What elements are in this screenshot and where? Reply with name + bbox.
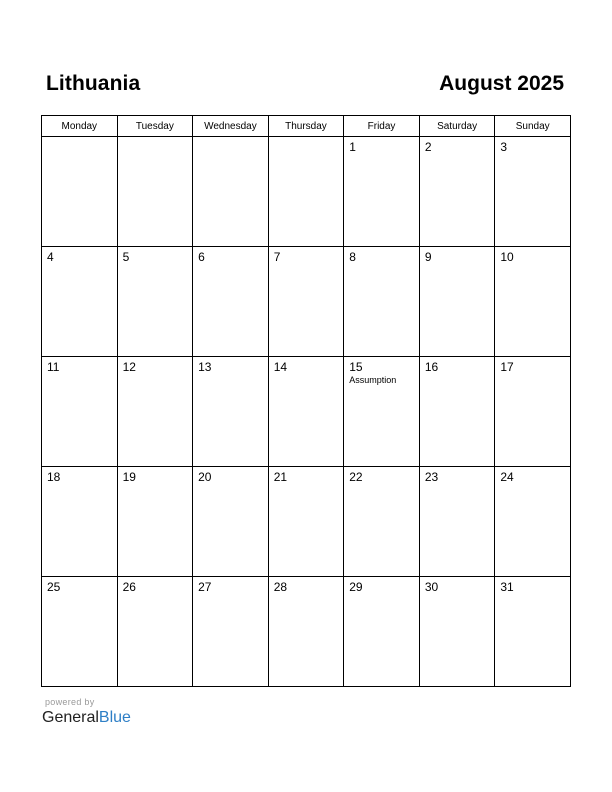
footer-branding bbox=[42, 697, 131, 728]
day-cell bbox=[344, 247, 420, 357]
day-number: 28 bbox=[273, 580, 288, 594]
day-number bbox=[269, 137, 344, 140]
day-number: 26 bbox=[122, 580, 136, 594]
day-number: 12 bbox=[122, 360, 136, 374]
day-number: 4 bbox=[47, 250, 54, 264]
week-row bbox=[42, 357, 571, 467]
day-number: 31 bbox=[500, 580, 514, 594]
day-cell bbox=[419, 357, 495, 467]
day-number: 19 bbox=[122, 470, 136, 484]
day-cell bbox=[193, 467, 269, 577]
day-cell bbox=[419, 247, 495, 357]
day-number bbox=[42, 137, 117, 140]
day-cell bbox=[117, 137, 193, 247]
weekday-header: Saturday bbox=[419, 116, 495, 137]
brand-logo[interactable] bbox=[42, 708, 131, 728]
day-number: 5 bbox=[122, 250, 130, 264]
day-number: 30 bbox=[424, 580, 439, 594]
day-cell bbox=[42, 247, 118, 357]
day-cell bbox=[268, 467, 344, 577]
day-cell bbox=[495, 137, 571, 247]
day-number: 24 bbox=[500, 470, 514, 484]
day-number bbox=[118, 137, 193, 140]
country-title: Lithuania bbox=[46, 72, 141, 95]
day-number: 11 bbox=[47, 360, 60, 374]
day-cell bbox=[495, 247, 571, 357]
day-cell bbox=[42, 137, 118, 247]
day-number: 6 bbox=[198, 250, 205, 264]
weekday-header: Thursday bbox=[268, 116, 344, 137]
day-number: 7 bbox=[273, 250, 281, 264]
powered-by-text: powered by bbox=[45, 697, 95, 707]
weekday-header: Sunday bbox=[495, 116, 571, 137]
day-number bbox=[193, 137, 268, 140]
day-cell bbox=[117, 577, 193, 687]
day-cell bbox=[42, 577, 118, 687]
day-number: 8 bbox=[349, 250, 356, 264]
day-number: 25 bbox=[47, 580, 61, 594]
day-cell bbox=[42, 357, 118, 467]
day-number: 17 bbox=[500, 360, 514, 374]
day-cell bbox=[495, 577, 571, 687]
weekday-header: Monday bbox=[42, 116, 118, 137]
day-cell bbox=[268, 137, 344, 247]
day-number: 13 bbox=[198, 360, 212, 374]
day-number: 3 bbox=[500, 140, 508, 154]
day-cell bbox=[117, 467, 193, 577]
weekday-header: Wednesday bbox=[193, 116, 269, 137]
day-cell bbox=[193, 247, 269, 357]
day-cell bbox=[419, 467, 495, 577]
day-number: 1 bbox=[349, 140, 356, 154]
day-cell bbox=[193, 357, 269, 467]
day-cell bbox=[193, 137, 269, 247]
day-number: 9 bbox=[424, 250, 432, 264]
day-number: 15 bbox=[349, 360, 363, 374]
day-cell bbox=[344, 137, 420, 247]
holiday-label: Assumption bbox=[349, 375, 397, 385]
day-number: 20 bbox=[198, 470, 212, 484]
day-cell bbox=[344, 357, 420, 467]
day-cell bbox=[268, 247, 344, 357]
day-number: 23 bbox=[424, 470, 439, 484]
day-number: 10 bbox=[500, 250, 514, 264]
calendar-grid bbox=[41, 115, 571, 687]
week-row bbox=[42, 577, 571, 687]
weekday-header: Friday bbox=[344, 116, 420, 137]
brand-general-text: General bbox=[42, 709, 99, 726]
day-cell bbox=[419, 577, 495, 687]
day-cell bbox=[268, 577, 344, 687]
day-number: 29 bbox=[349, 580, 363, 594]
day-cell bbox=[495, 357, 571, 467]
day-cell bbox=[117, 247, 193, 357]
day-number: 22 bbox=[349, 470, 363, 484]
day-number: 18 bbox=[47, 470, 61, 484]
weekday-header: Tuesday bbox=[117, 116, 193, 137]
week-row bbox=[42, 467, 571, 577]
month-year-title: August 2025 bbox=[439, 72, 564, 95]
week-row bbox=[42, 137, 571, 247]
day-cell bbox=[419, 137, 495, 247]
day-number: 27 bbox=[198, 580, 212, 594]
day-number: 21 bbox=[273, 470, 288, 484]
day-cell bbox=[117, 357, 193, 467]
week-row bbox=[42, 247, 571, 357]
day-cell bbox=[268, 357, 344, 467]
day-number: 14 bbox=[273, 360, 288, 374]
day-cell bbox=[193, 577, 269, 687]
day-cell bbox=[42, 467, 118, 577]
day-cell bbox=[344, 577, 420, 687]
day-number: 16 bbox=[424, 360, 439, 374]
day-cell bbox=[344, 467, 420, 577]
brand-blue-text: Blue bbox=[98, 709, 131, 726]
day-cell bbox=[495, 467, 571, 577]
weekday-header-row bbox=[42, 116, 571, 137]
day-number: 2 bbox=[424, 140, 432, 154]
